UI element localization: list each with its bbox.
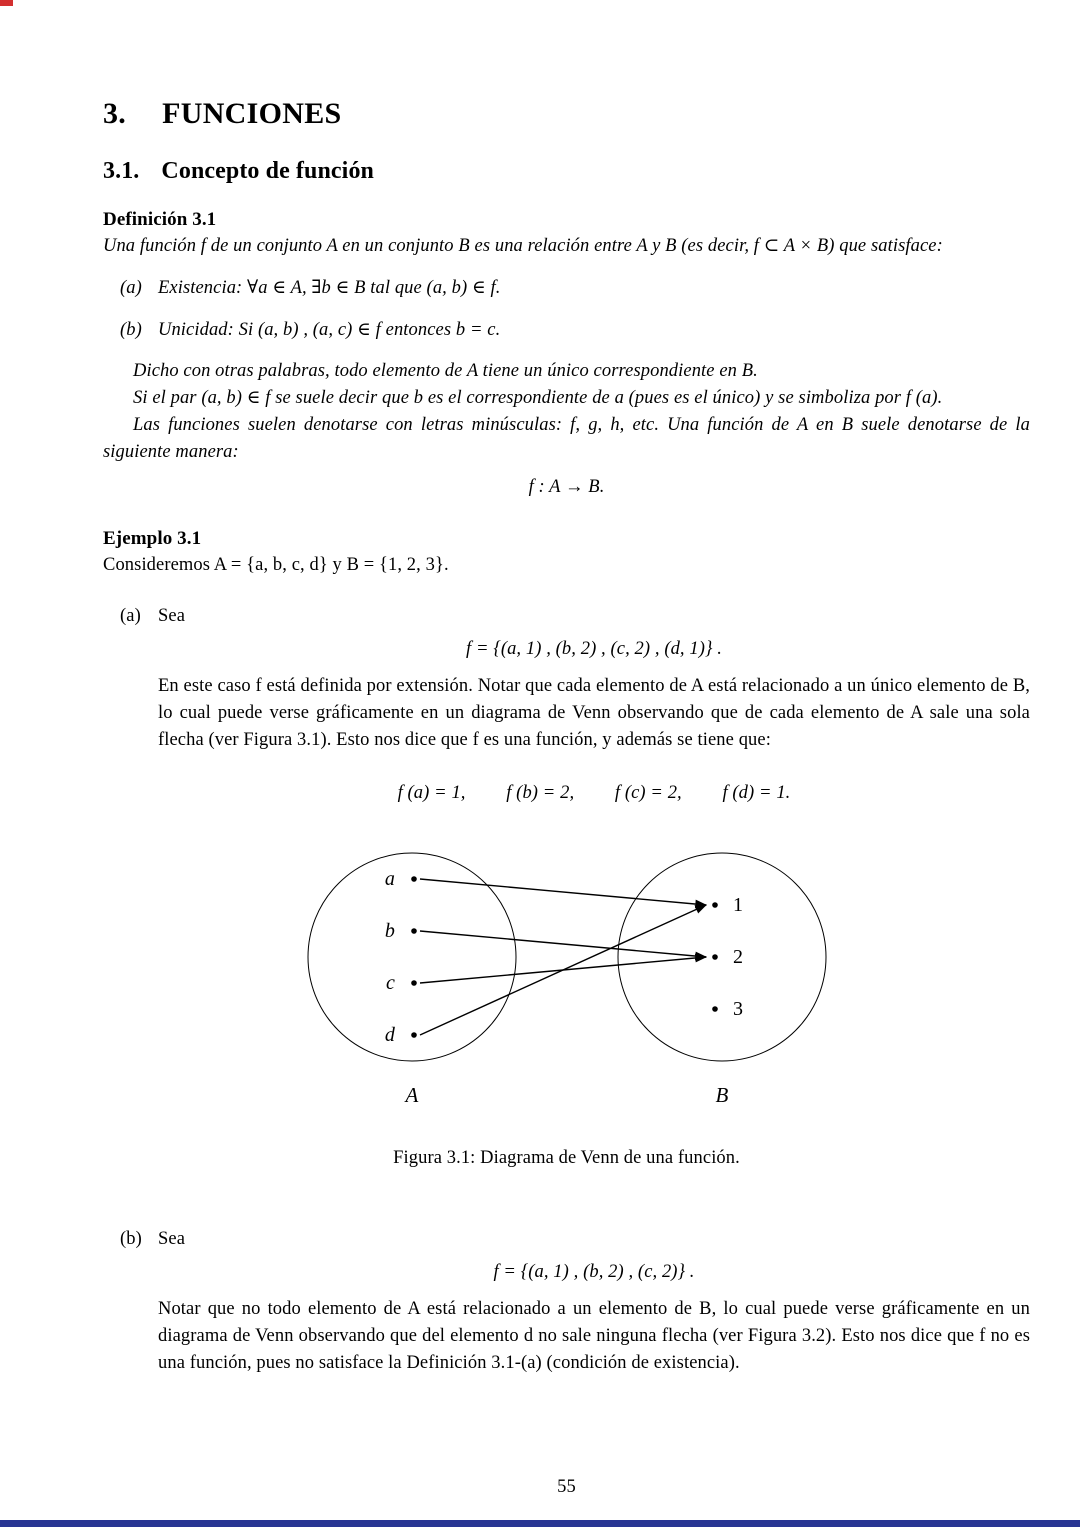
subsection-heading xyxy=(103,156,1030,186)
subsection-number: 3.1. xyxy=(103,158,140,184)
example-item-b xyxy=(103,1226,1030,1377)
item-lead: Sea xyxy=(158,606,186,626)
value-fb: f (b) = 2, xyxy=(506,783,575,803)
element-label: c xyxy=(385,972,395,994)
value-fd: f (d) = 1. xyxy=(722,783,791,803)
formula-f-extension-b: f = {(a, 1) , (b, 2) , (c, 2)} . xyxy=(493,1262,695,1282)
definition-item-b xyxy=(103,317,1030,344)
element-label: 2 xyxy=(732,946,743,968)
subsection-title: Concepto de función xyxy=(161,158,374,184)
example-heading: Ejemplo 3.1 xyxy=(103,528,202,549)
item-label: (a) xyxy=(120,606,141,626)
page-number: 55 xyxy=(557,1477,576,1497)
item-label: (b) xyxy=(120,320,142,340)
bottom-bar-artifact xyxy=(0,1520,1080,1527)
section-title: FUNCIONES xyxy=(162,97,342,130)
figure-caption: Figura 3.1: Diagrama de Venn de una función. xyxy=(393,1148,740,1168)
set-circle-right xyxy=(618,853,826,1061)
definition-intro: Una función f de un conjunto A en un conjunto B es una relación entre A y B (es decir, f ⊂ A × B) que satisface: xyxy=(103,236,943,256)
set-label-right: B xyxy=(715,1083,728,1107)
example-paragraph-a: En este caso f está definida por extensión. Notar que cada elemento de A está relacionado a un único elemento de B, lo cual puede verse gráficamente en un diagrama de Venn observando que de cada elemento de A sale una sola flecha (ver Figura 3.1). Esto nos dice que f es una función, y además se tiene que: xyxy=(158,676,1030,750)
element-label: a xyxy=(384,868,395,890)
item-label: (b) xyxy=(120,1229,142,1249)
venn-diagram-svg xyxy=(257,839,877,1114)
mapping-arrow xyxy=(420,931,706,957)
element-label: 1 xyxy=(732,894,743,916)
values-formula xyxy=(158,780,1030,807)
figure xyxy=(103,839,1030,1172)
element-label: d xyxy=(384,1024,395,1046)
element-dot xyxy=(712,1006,718,1012)
formula-f-extension-a: f = {(a, 1) , (b, 2) , (c, 2) , (d, 1)} . xyxy=(466,639,722,659)
section-heading xyxy=(103,96,1030,132)
element-label: 3 xyxy=(732,998,743,1020)
display-formula-function-notation: f : A → B. xyxy=(528,477,605,497)
definition-paragraphs xyxy=(103,358,1030,466)
item-label: (a) xyxy=(120,278,142,298)
item-text: Existencia: ∀a ∈ A, ∃b ∈ B tal que (a, b) ∈ f. xyxy=(158,278,501,298)
element-dot xyxy=(411,928,417,934)
definition-paragraph: Si el par (a, b) ∈ f se suele decir que b es el correspondiente de a (pues es el único) y se simboliza por f (a). xyxy=(133,388,943,408)
value-fa: f (a) = 1, xyxy=(397,783,466,803)
element-dot xyxy=(712,954,718,960)
definition-item-a xyxy=(103,275,1030,302)
example-intro: Consideremos A = {a, b, c, d} y B = {1, 2, 3}. xyxy=(103,555,449,575)
corner-artifact-mark xyxy=(0,0,13,6)
item-text: Unicidad: Si (a, b) , (a, c) ∈ f entonces b = c. xyxy=(158,320,501,340)
value-fc: f (c) = 2, xyxy=(614,783,682,803)
element-dot xyxy=(411,876,417,882)
element-label: b xyxy=(384,920,395,942)
item-lead: Sea xyxy=(158,1229,186,1249)
definition-heading: Definición 3.1 xyxy=(103,209,217,230)
section-number: 3. xyxy=(103,97,127,130)
mapping-arrow xyxy=(420,879,706,905)
set-label-left: A xyxy=(405,1083,418,1107)
example-item-a xyxy=(103,603,1030,807)
element-dot xyxy=(712,902,718,908)
example-paragraph-b: Notar que no todo elemento de A está relacionado a un elemento de B, lo cual puede verse gráficamente en un diagrama de Venn observando que del elemento d no sale ninguna flecha (ver Figura 3.2). Esto nos dice que f no es una función, pues no satisface la Definición 3.1-(a) (condición de existencia). xyxy=(158,1299,1030,1373)
element-dot xyxy=(411,1032,417,1038)
element-dot xyxy=(411,980,417,986)
mapping-arrow xyxy=(420,905,706,1035)
definition-paragraph: Las funciones suelen denotarse con letras minúsculas: f, g, h, etc. Una función de A en B suele denotarse de la siguiente manera: xyxy=(103,415,1030,462)
definition-paragraph: Dicho con otras palabras, todo elemento de A tiene un único correspondiente en B. xyxy=(133,361,758,381)
